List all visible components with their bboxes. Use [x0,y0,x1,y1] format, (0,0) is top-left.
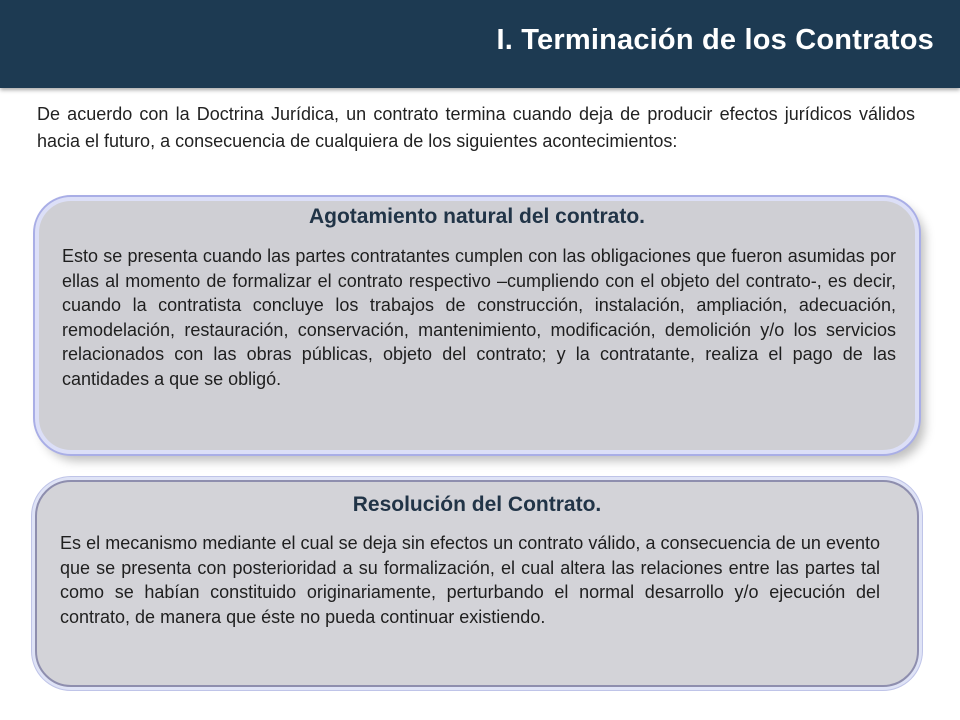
card-contract-resolution [35,480,919,687]
card-body: Es el mecanismo mediante el cual se deja sin efectos un contrato válido, a consecuencia de un evento que se presenta con posterioridad a su formalización, el cual altera las relaciones entre las partes tal como se habían constituido originariamente, perturbando el normal desarrollo y/o ejecución del contrato, de manera que éste no pueda continuar existiendo. [60,533,880,627]
intro-paragraph: De acuerdo con la Doctrina Jurídica, un contrato termina cuando deja de producir efectos jurídicos válidos hacia el futuro, a consecuencia de cualquiera de los siguientes acontecimientos: [37,104,915,151]
card-title: Resolución del Contrato. [352,493,602,516]
card-title: Agotamiento natural del contrato. [308,205,646,228]
card-natural-termination [35,197,919,454]
page-title: I. Terminación de los Contratos [496,24,934,56]
card-body: Esto se presenta cuando las partes contratantes cumplen con las obligaciones que fueron asumidas por ellas al momento de formalizar el contrato respectivo –cumpliendo con el objeto del contrato-, es decir, cuando la contratista concluye los trabajos de construcción, instalación, ampliación, adecuación, remodelación, restauración, conservación, mantenimiento, modificación, demolición y/o los servicios relacionados con las obras públicas, objeto del contrato; y la contratante, realiza el pago de las cantidades a que se obligó. [62,246,896,389]
header-bar [0,0,960,88]
